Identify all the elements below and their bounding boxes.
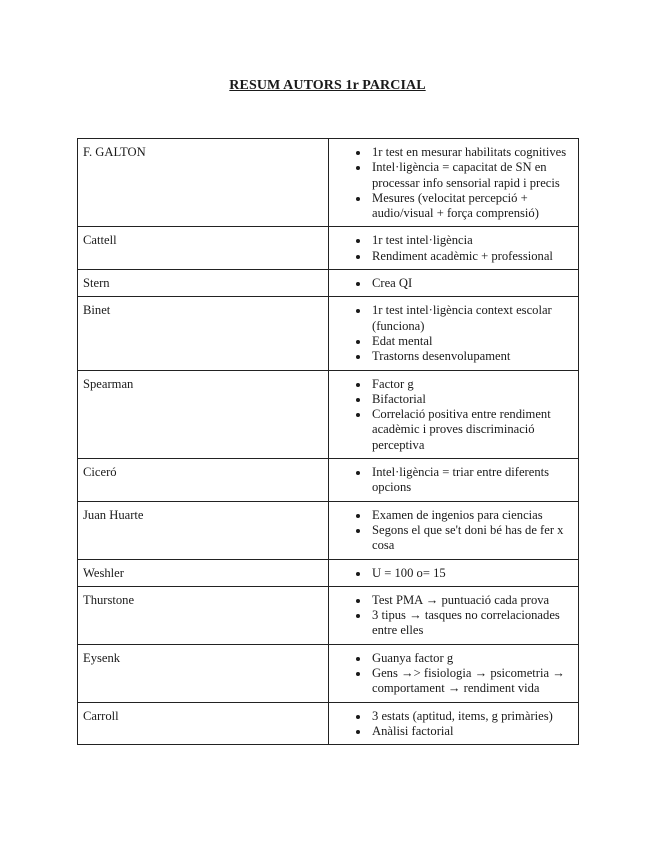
author-name-spearman: Spearman (78, 370, 329, 458)
table-row (78, 459, 579, 502)
author-name-binet: Binet (78, 297, 329, 370)
author-notes-cell (329, 559, 579, 586)
author-notes-cell (329, 297, 579, 370)
table-row (78, 586, 579, 644)
list-item: Rendiment acadèmic + professional (372, 249, 573, 264)
list-item: Trastorns desenvolupament (372, 349, 573, 364)
table-row (78, 139, 579, 227)
list-item: Gens →> fisiologia → psicometria → comportament → rendiment vida (372, 666, 573, 697)
list-item: Intel·ligència = capacitat de SN en processar info sensorial rapid i precis (372, 160, 573, 191)
author-name-cicero: Ciceró (78, 459, 329, 502)
author-notes-cell (329, 370, 579, 458)
author-notes-cell (329, 644, 579, 702)
list-item: Anàlisi factorial (372, 724, 573, 739)
notes-list (355, 276, 573, 291)
list-item: 1r test intel·ligència context escolar (funciona) (372, 303, 573, 334)
list-item: U = 100 o= 15 (372, 566, 573, 581)
notes-list (355, 566, 573, 581)
list-item: Edat mental (372, 334, 573, 349)
list-item: Intel·ligència = triar entre diferents opcions (372, 465, 573, 496)
list-item: Factor g (372, 377, 573, 392)
author-notes-cell (329, 227, 579, 270)
author-notes-cell (329, 702, 579, 745)
table-row (78, 270, 579, 297)
list-item: Mesures (velocitat percepció + audio/visual + força comprensió) (372, 191, 573, 222)
authors-table (77, 138, 579, 745)
author-name-carroll: Carroll (78, 702, 329, 745)
list-item: Guanya factor g (372, 651, 573, 666)
author-notes-cell (329, 459, 579, 502)
list-item: 1r test en mesurar habilitats cognitives (372, 145, 573, 160)
notes-list (355, 233, 573, 264)
list-item: Bifactorial (372, 392, 573, 407)
document-title: RESUM AUTORS 1r PARCIAL (229, 78, 426, 93)
list-item: Correlació positiva entre rendiment acadèmic i proves discriminació perceptiva (372, 407, 573, 453)
list-item: Segons el que se't doni bé has de fer x cosa (372, 523, 573, 554)
author-notes-cell (329, 586, 579, 644)
table-row (78, 370, 579, 458)
author-name-cattell: Cattell (78, 227, 329, 270)
list-item: Examen de ingenios para ciencias (372, 508, 573, 523)
list-item: 1r test intel·ligència (372, 233, 573, 248)
table-row (78, 559, 579, 586)
authors-table-body (78, 139, 579, 745)
author-name-galton: F. GALTON (78, 139, 329, 227)
notes-list (355, 465, 573, 496)
notes-list (355, 145, 573, 221)
notes-list (355, 303, 573, 364)
table-row (78, 501, 579, 559)
notes-list (355, 508, 573, 554)
author-notes-cell (329, 501, 579, 559)
author-name-eysenk: Eysenk (78, 644, 329, 702)
notes-list (355, 709, 573, 740)
author-name-weshler: Weshler (78, 559, 329, 586)
author-name-huarte: Juan Huarte (78, 501, 329, 559)
list-item: 3 estats (aptitud, items, g primàries) (372, 709, 573, 724)
author-notes-cell (329, 139, 579, 227)
table-row (78, 297, 579, 370)
list-item: Crea QI (372, 276, 573, 291)
author-name-thurstone: Thurstone (78, 586, 329, 644)
notes-list (355, 593, 573, 639)
author-notes-cell (329, 270, 579, 297)
list-item: 3 tipus → tasques no correlacionades entre elles (372, 608, 573, 639)
notes-list (355, 377, 573, 453)
table-row (78, 644, 579, 702)
table-row (78, 227, 579, 270)
list-item: Test PMA → puntuació cada prova (372, 593, 573, 608)
author-name-stern: Stern (78, 270, 329, 297)
table-row (78, 702, 579, 745)
notes-list (355, 651, 573, 697)
